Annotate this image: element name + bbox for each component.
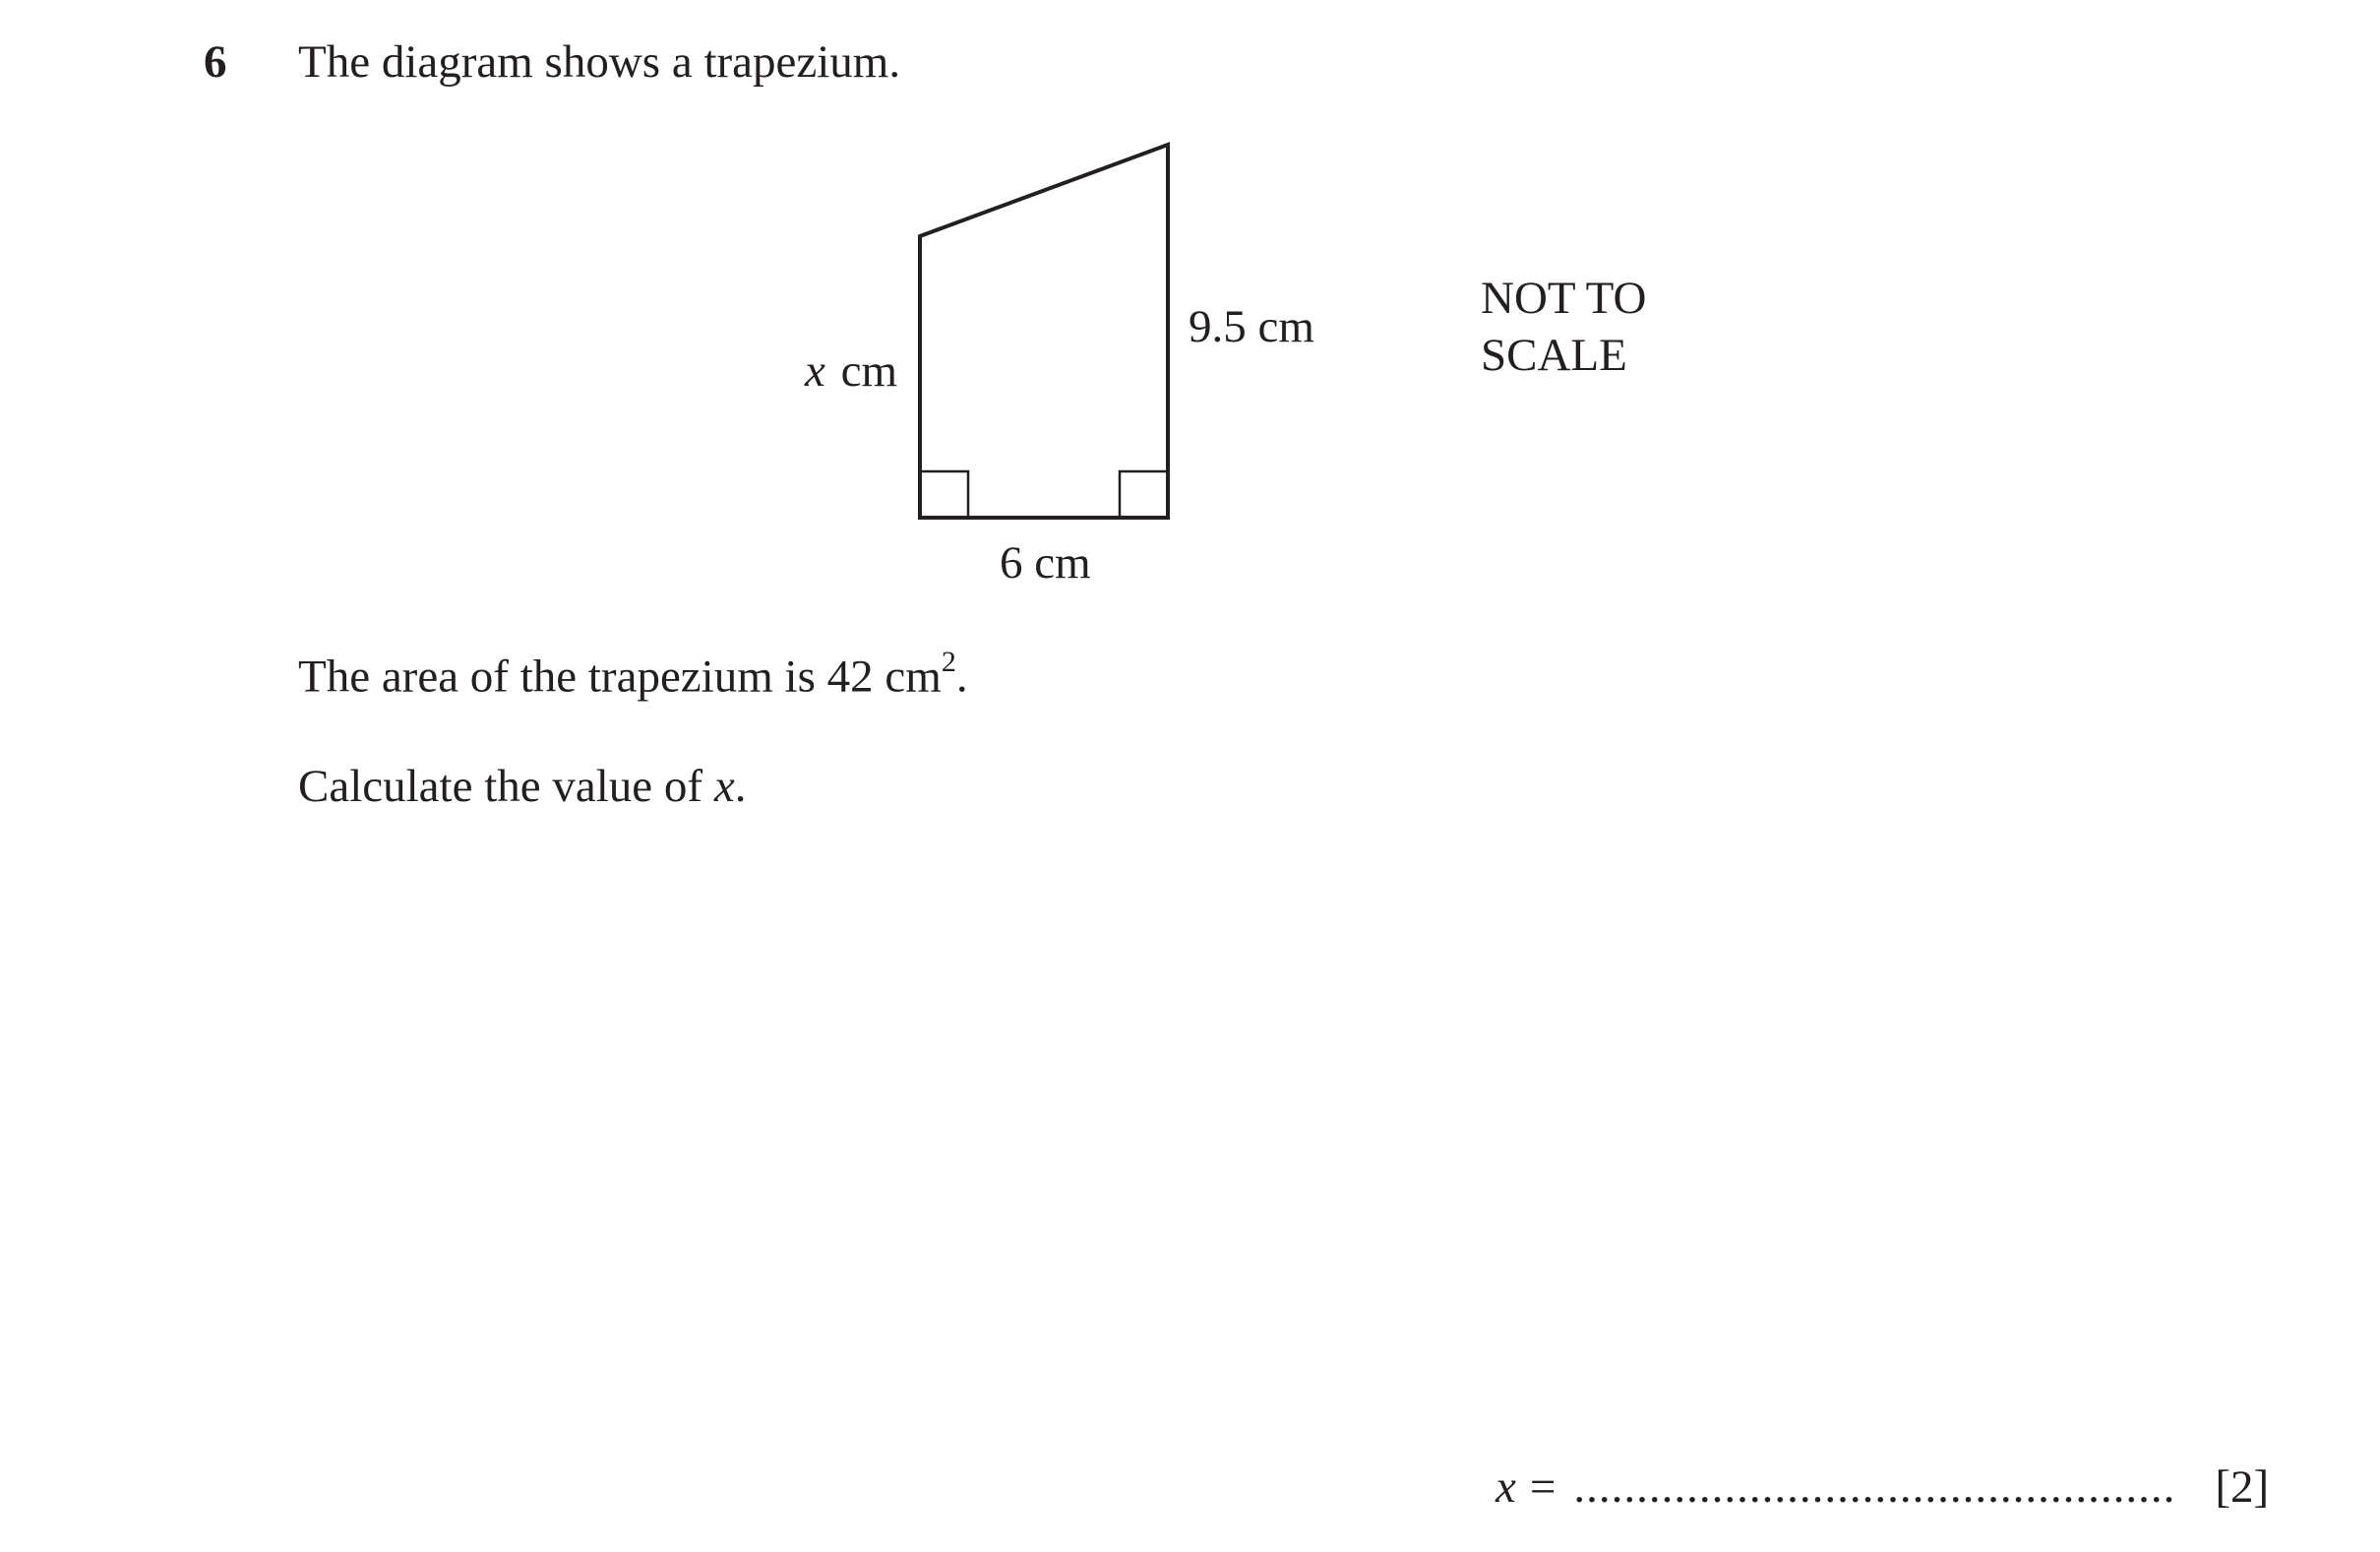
bottom-side-label: 6 cm	[1000, 537, 1091, 589]
right-angle-marker-right	[1120, 471, 1168, 518]
left-side-label-var: x	[805, 345, 825, 397]
left-side-label	[804, 345, 897, 397]
not-to-scale-line2: SCALE	[1481, 330, 1627, 381]
area-suffix: .	[955, 651, 968, 703]
area-statement	[298, 646, 968, 704]
answer-line	[1495, 1460, 2269, 1514]
area-prefix: The area of the trapezium is 42	[298, 651, 874, 703]
area-exponent: 2	[941, 646, 956, 678]
not-to-scale-line1: NOT TO	[1481, 273, 1647, 324]
right-side-label: 9.5 cm	[1189, 301, 1314, 352]
answer-var: x	[1495, 1461, 1516, 1513]
right-angle-marker-left	[920, 471, 968, 518]
marks-indicator: [2]	[2215, 1461, 2270, 1513]
question-stem: The diagram shows a trapezium.	[298, 36, 901, 88]
instruction-prefix: Calculate the value of	[298, 761, 703, 812]
area-unit: cm	[885, 651, 942, 703]
trapezium-shape	[920, 145, 1168, 518]
instruction-suffix: .	[734, 761, 747, 812]
not-to-scale-note	[1481, 270, 1646, 384]
answer-blank[interactable]: ................................................	[1573, 1461, 2176, 1513]
left-side-label-unit: cm	[840, 345, 898, 397]
instruction-var: x	[713, 761, 735, 812]
answer-equals: =	[1529, 1461, 1556, 1513]
question-number: 6	[204, 36, 227, 88]
instruction	[298, 760, 746, 813]
